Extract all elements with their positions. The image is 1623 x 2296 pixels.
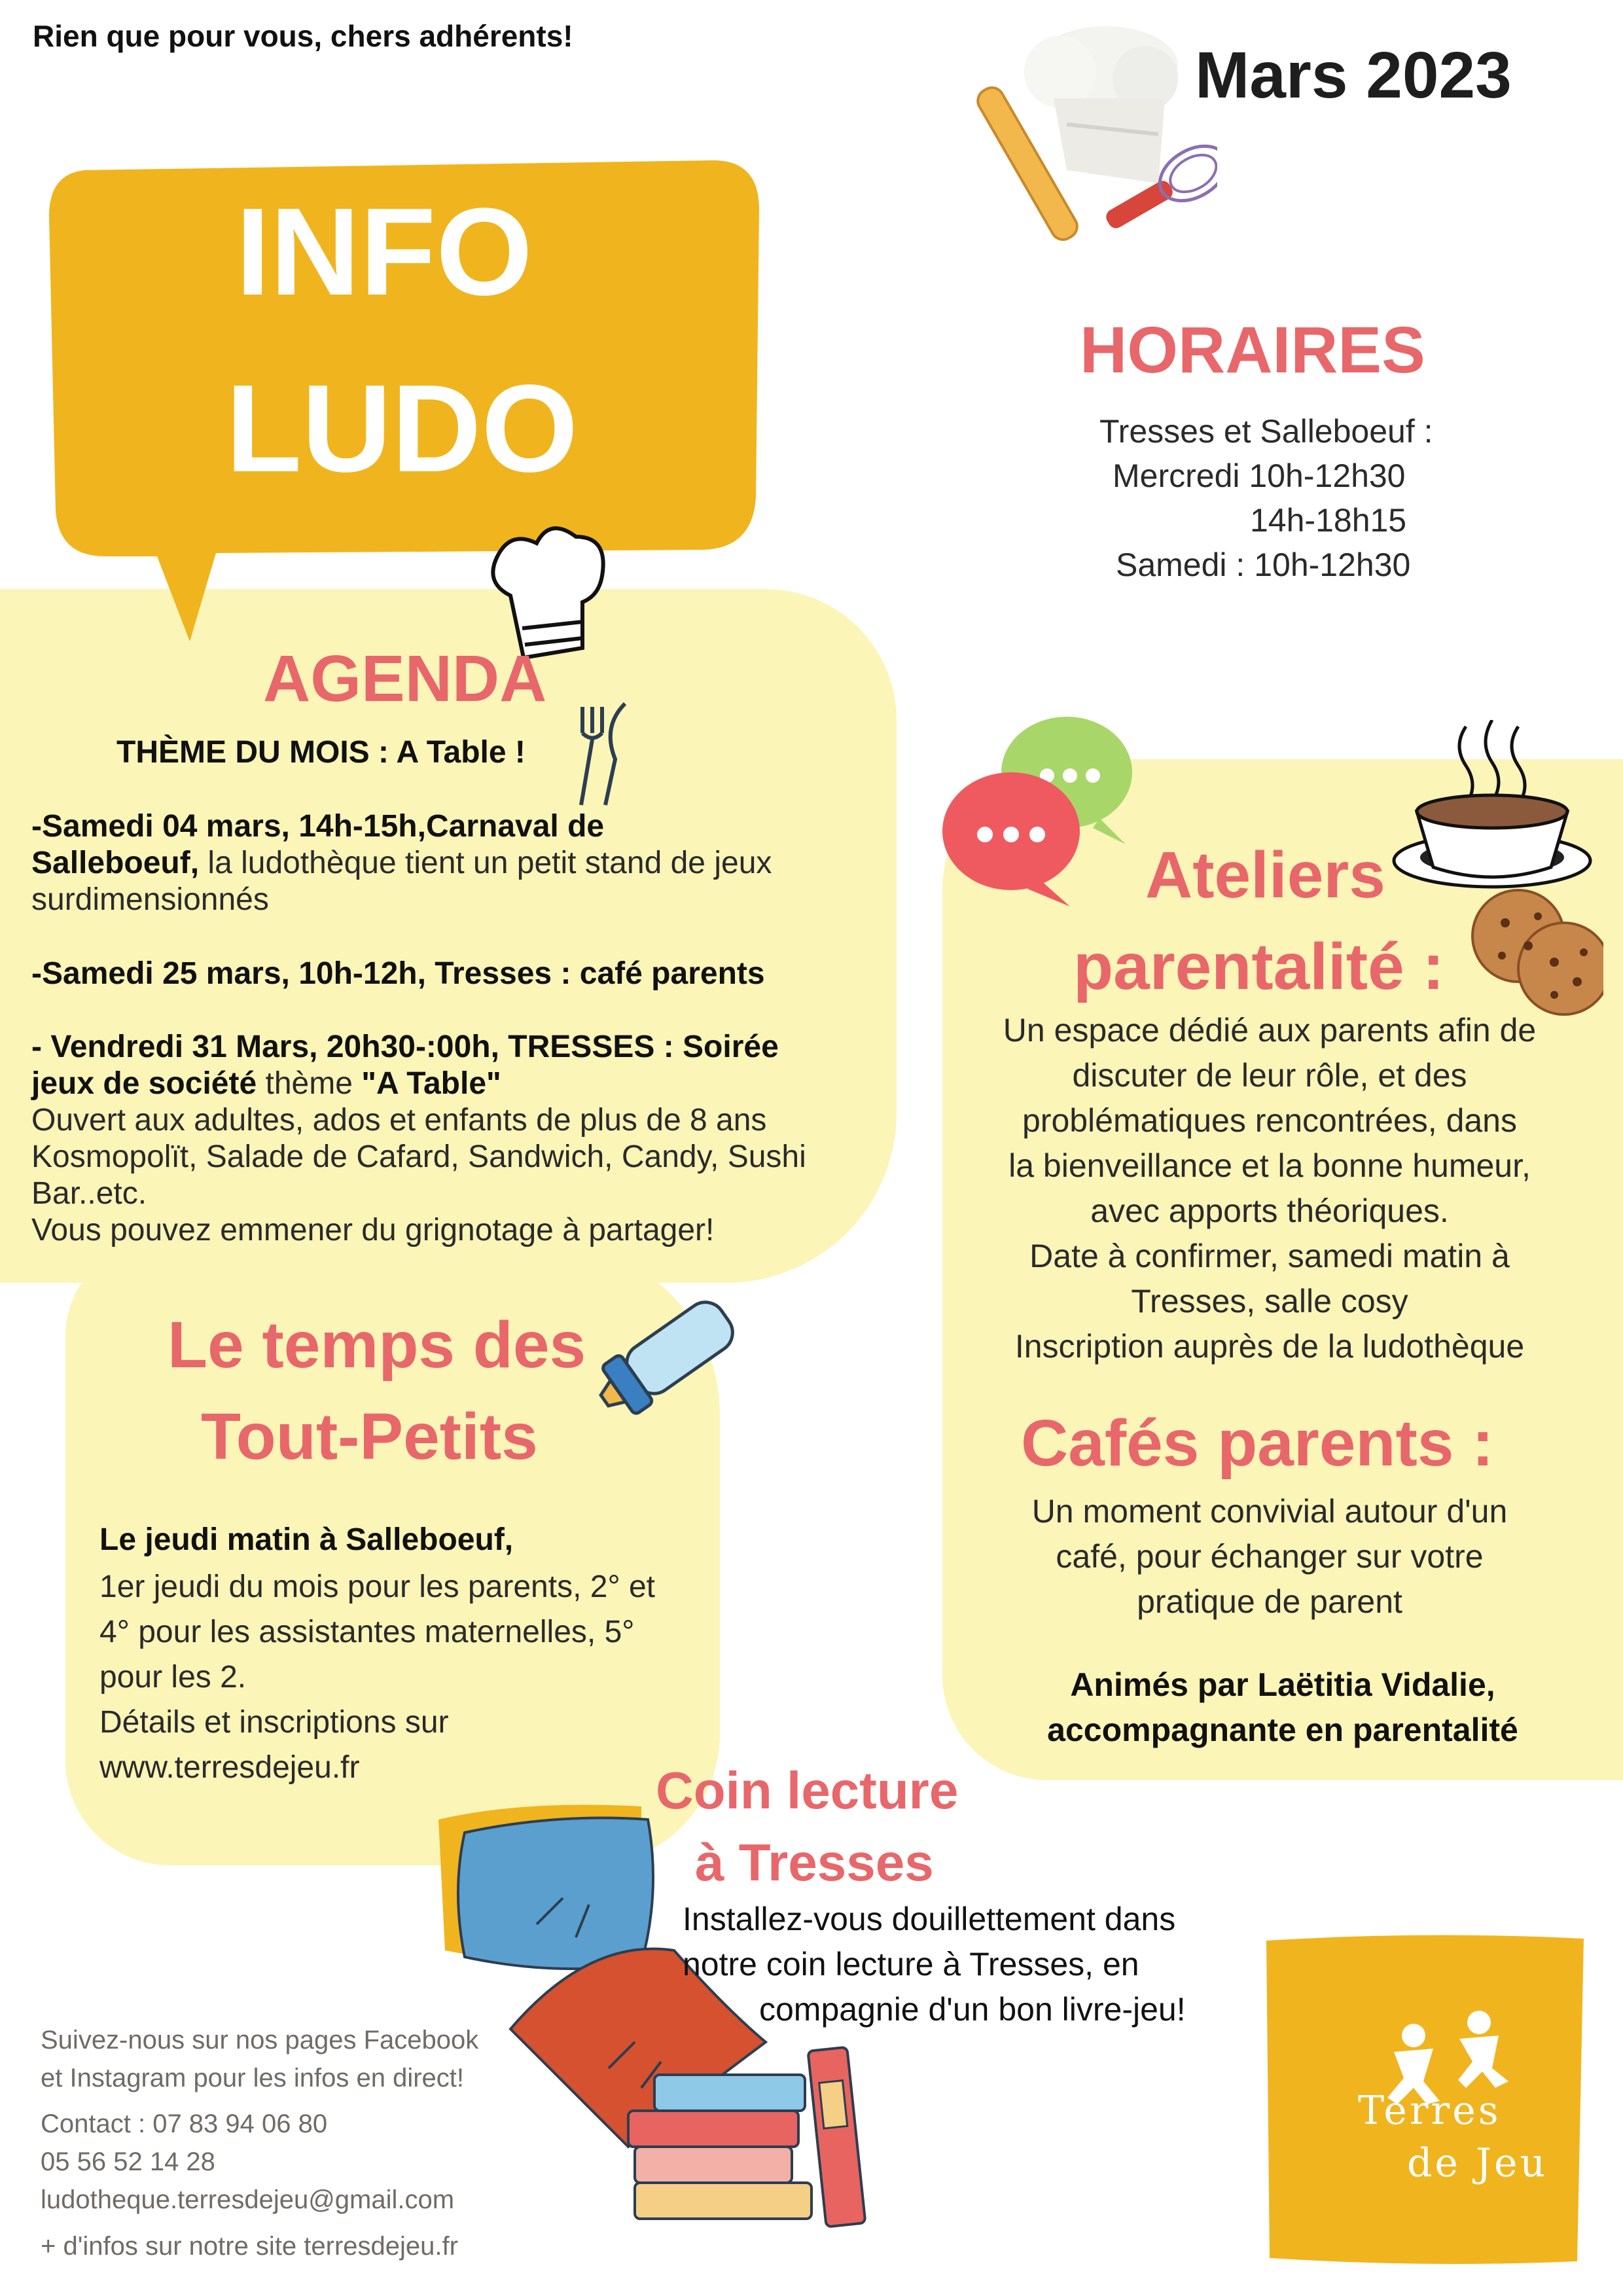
toutpetits-line4: Détails et inscriptions sur [99,1705,449,1740]
horaires-title: HORAIRES [1080,314,1425,387]
toutpetits-title-1: Le temps des [168,1308,586,1382]
footer-contact [41,2105,454,2219]
lecture-title-1: Coin lecture [656,1761,959,1820]
cafes-title: Cafés parents : [1021,1407,1494,1480]
info-title: INFO [236,183,533,321]
toutpetits-description [99,1564,655,1790]
footer-phone-2: 05 56 52 14 28 [41,2147,215,2176]
toutpetits-line5: www.terresdejeu.fr [99,1750,360,1785]
ateliers-title-2: parentalité : [1073,930,1444,1003]
agenda-event-3-theme: "A Table" [361,1066,501,1101]
ludo-title: LUDO [226,359,579,498]
cafes-animateur-line1: Animés par Laëtitia Vidalie, [1070,1666,1495,1703]
logo-line2: de Jeu [1407,2140,1548,2186]
lecture-line2: notre coin lecture à Tresses, en [683,1946,1139,1982]
cafes-animateur [955,1662,1610,1753]
agenda-event-1-date: -Samedi 04 mars, 14h-15h,Carnaval de [31,809,605,844]
horaires-line1: Tresses et Salleboeuf : [1099,413,1433,450]
agenda-event-1 [31,808,772,918]
ateliers-line4: la bienveillance et la bonne humeur, [1008,1147,1531,1184]
baby-bottle-icon [589,1289,753,1427]
footer-social-line1: Suivez-nous sur nos pages Facebook [41,2026,479,2054]
agenda-title: AGENDA [263,642,547,715]
ateliers-line1: Un espace dédié aux parents afin de [1003,1012,1537,1049]
footer-social-line2: et Instagram pour les infos en direct! [41,2064,464,2092]
ateliers-line2: discuter de leur rôle, et des [1072,1057,1467,1094]
agenda-event-3 [31,1029,806,1249]
toutpetits-title-2: Tout-Petits [201,1400,538,1473]
lecture-title-2: à Tresses [695,1833,934,1892]
ateliers-description [955,1008,1584,1369]
footer-social [41,2021,478,2097]
fork-knife-icon [563,700,635,812]
agenda-event-3-date: - Vendredi 31 Mars, 20h30-:00h, TRESSES : Soirée [31,1030,779,1064]
agenda-event-3-theme-word: thème [257,1066,362,1101]
lecture-line3: compagnie d'un bon livre-jeu! [759,1991,1186,2028]
header-tagline: Rien que pour vous, chers adhérents! [33,19,573,53]
lecture-description [683,1897,1186,2032]
month-title: Mars 2023 [1195,39,1512,112]
ateliers-line8: Inscription auprès de la ludothèque [1014,1328,1525,1365]
agenda-theme: THÈME DU MOIS : A Table ! [116,735,526,770]
agenda-event-1-desc-a: la ludothèque tient un petit stand de jeux [199,846,772,880]
logo-line1: Terres [1358,2088,1501,2134]
footer-email: ludotheque.terresdejeu@gmail.com [41,2185,455,2214]
horaires-line3: 14h-18h15 [1250,502,1407,539]
toutpetits-line2: 4° pour les assistantes maternelles, 5° [99,1615,635,1649]
agenda-event-3-line4: Kosmopolït, Salade de Cafard, Sandwich, Candy, Sushi [31,1139,806,1174]
chat-bubbles-icon [936,713,1152,910]
cafes-animateur-line2: accompagnante en parentalité [1047,1712,1518,1748]
agenda-event-3-line5: Bar..etc. [31,1176,147,1211]
agenda-event-1-desc-b: surdimensionnés [31,882,269,917]
toutpetits-line3: pour les 2. [99,1660,247,1695]
agenda-event-1-place: Salleboeuf, [31,846,200,880]
cafes-line2: café, pour échanger sur votre [1056,1538,1484,1575]
agenda-event-3-line6: Vous pouvez emmener du grignotage à partager! [31,1213,715,1247]
lecture-line1: Installez-vous douillettement dans [683,1901,1176,1937]
footer-contact-phone: Contact : 07 83 94 06 80 [41,2109,328,2138]
ateliers-line3: problématiques rencontrées, dans [1022,1102,1517,1139]
agenda-event-3-name: jeux de société [31,1066,257,1101]
ateliers-line6: Date à confirmer, samedi matin à [1029,1238,1510,1274]
chef-kitchen-illustration [969,20,1217,255]
agenda-event-3-line3: Ouvert aux adultes, ados et enfants de plus de 8 ans [31,1103,767,1138]
footer-site: + d'infos sur notre site terresdejeu.fr [41,2232,458,2261]
horaires-line4: Samedi : 10h-12h30 [1116,547,1411,583]
ateliers-line7: Tresses, salle cosy [1131,1283,1408,1319]
horaires-line2: Mercredi 10h-12h30 [1113,457,1406,494]
agenda-event-2: -Samedi 25 mars, 10h-12h, Tresses : café parents [31,956,765,991]
ateliers-line5: avec apports théoriques. [1090,1193,1449,1229]
cafes-description [955,1489,1584,1624]
cafes-line1: Un moment convivial autour d'un [1031,1493,1508,1530]
ateliers-title-1: Ateliers [1145,838,1385,912]
toutpetits-schedule: Le jeudi matin à Salleboeuf, [99,1522,514,1557]
cafes-line3: pratique de parent [1137,1583,1402,1620]
toutpetits-line1: 1er jeudi du mois pour les parents, 2° et [99,1570,655,1604]
